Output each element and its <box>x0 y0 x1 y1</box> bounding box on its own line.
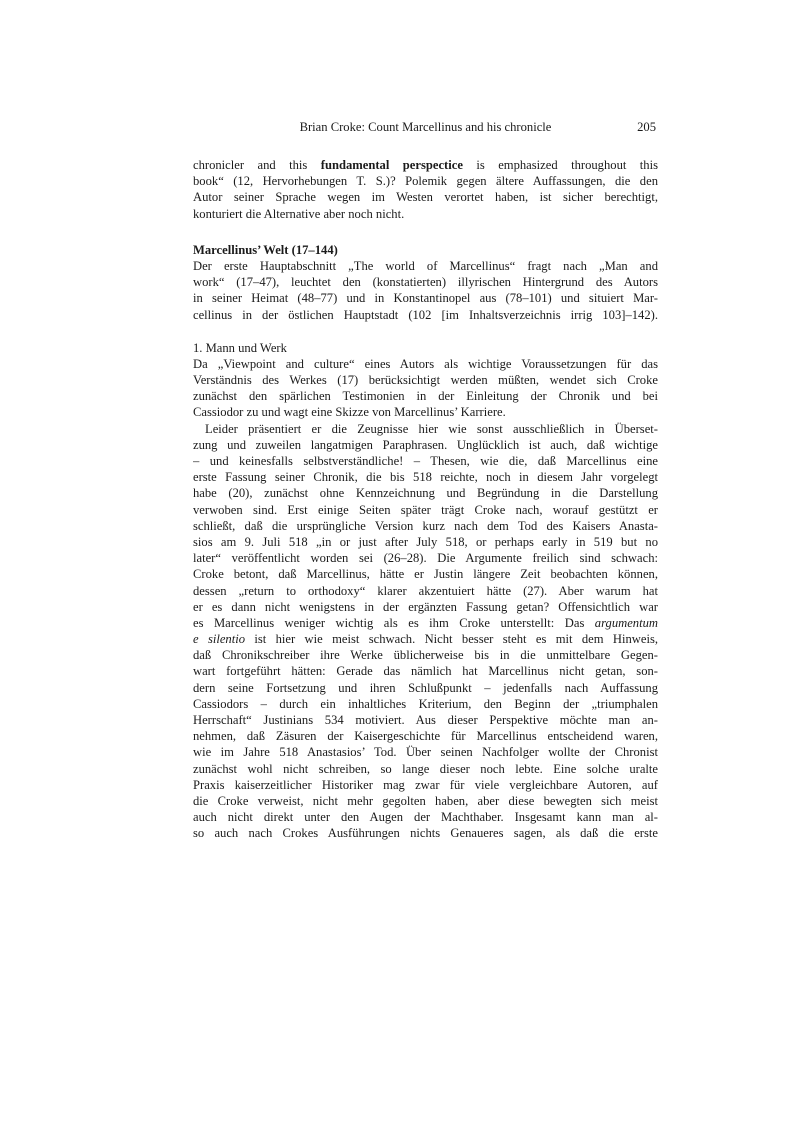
text-line: book“ (12, Hervorhebungen T. S.)? Polemik gegen ältere Auffassungen, die den <box>193 174 658 189</box>
text-line: Praxis kaiserzeitlicher Historiker mag zwar für viele vergleichbare Autoren, auf <box>193 777 658 792</box>
subsection-heading: 1. Mann und Werk <box>193 340 287 355</box>
text-block <box>193 119 658 842</box>
text-line: Cassiodors – durch ein inhaltliches Kriterium, den Beginn der „triumphalen <box>193 696 658 711</box>
paragraph <box>193 258 658 323</box>
text-line: sios am 9. Juli 518 „in or just after July 518, or perhaps early in 519 but no <box>193 534 658 549</box>
text-line: work“ (17–47), leuchtet den (konstatierten) illyrischen Hintergrund des Autors <box>193 275 658 290</box>
section-heading: Marcellinus’ Welt (17–144) <box>193 242 338 257</box>
text-line: daß Chronikschreiber ihre Werke üblicherweise bis in die unmittelbare Gegen- <box>193 648 658 663</box>
text-line: Leider präsentiert er die Zeugnisse hier wie sonst ausschließlich in Überset- <box>205 421 658 436</box>
text-line: in seiner Heimat (48–77) und in Konstantinopel aus (78–101) und situiert Mar- <box>193 291 658 306</box>
text-line: erste Fassung seiner Chronik, die bis 518 reichte, noch in diesem Jahr vorgelegt <box>193 470 658 485</box>
text-line: chronicler and this fundamental perspectice is emphasized throughout this <box>193 158 658 172</box>
paragraph <box>193 421 658 842</box>
text-line: Herrschaft“ Justinians 534 motiviert. Aus dieser Perspektive möchte man an- <box>193 713 658 727</box>
running-header-title: Brian Croke: Count Marcellinus and his chronicle <box>299 120 552 134</box>
text-line: dern seine Fortsetzung und ihren Schlußpunkt – jedenfalls nach Auffassung <box>193 680 658 695</box>
text-line: wie im Jahre 518 Anastasios’ Tod. Über seinen Nachfolger wollte der Chronist <box>193 745 658 760</box>
text-line: wart fortgeführt hätten: Gerade das nämlich hat Marcellinus nicht getan, son- <box>193 664 658 679</box>
text-line: Autor seiner Sprache wegen im Westen verortet haben, ist sicher berechtigt, <box>193 190 658 205</box>
text-line: zunächst den spärlichen Testimonien in der Einleitung der Chronik und bei <box>193 389 658 404</box>
text-line: er es dann nicht wenigstens in der ergänzten Fassung getan? Offensichtlich war <box>193 599 658 614</box>
text-line: e silentio ist hier wie meist schwach. Nicht besser steht es mit dem Hinweis, <box>193 632 658 647</box>
text-line: so auch nach Crokes Ausführungen nichts Genaueres sagen, als daß die erste <box>193 826 658 841</box>
text-line: die Croke verweist, nicht mehr gegolten haben, aber diese bewegten sich meist <box>193 793 658 808</box>
text-line: Cassiodor zu und wagt eine Skizze von Marcellinus’ Karriere. <box>193 405 506 420</box>
text-line: auch nicht direkt unter den Augen der Machthaber. Insgesamt kann man al- <box>193 810 658 825</box>
text-line: nehmen, daß Zäsuren der Kaisergeschichte für Marcellinus entscheidend waren, <box>193 729 658 744</box>
text-line: Da „Viewpoint and culture“ eines Autors als wichtige Voraussetzungen für das <box>193 356 658 371</box>
text-line: es Marcellinus weniger wichtig als es ihm Croke unterstellt: Das argumentum <box>193 615 658 630</box>
text-line: – und keinesfalls selbstverständliche! – Thesen, wie die, daß Marcellinus eine <box>193 454 658 468</box>
text-line: Croke betont, daß Marcellinus, hätte er Justin längere Zeit beobachten können, <box>193 567 658 582</box>
text-line: verwoben sind. Erst einige Seiten später trägt Croke nach, worauf gestützt er <box>193 502 658 517</box>
text-line: Verständnis des Werkes (17) berücksichtigt werden müßten, wendet sich Croke <box>193 373 658 388</box>
text-line: schließt, daß die ursprüngliche Version kurz nach dem Tod des Kaisers Anasta- <box>193 518 658 533</box>
page-number: 205 <box>637 120 656 134</box>
text-content <box>193 157 658 842</box>
text-line: later“ veröffentlicht worden sei (26–28). Die Argumente freilich sind schwach: <box>193 551 658 566</box>
paragraph <box>193 157 658 222</box>
text-line: zunächst wohl nicht schreiben, so lange dieser noch lebte. Eine solche uralte <box>193 761 658 776</box>
text-line: habe (20), zunächst ohne Kennzeichnung und Begründung in die Darstellung <box>193 486 658 501</box>
paragraph <box>193 356 658 421</box>
text-line: dessen „return to orthodoxy“ klarer akzentuiert hätte (27). Aber warum hat <box>193 583 658 598</box>
text-line: Der erste Hauptabschnitt „The world of Marcellinus“ fragt nach „Man and <box>193 258 658 273</box>
running-header <box>193 119 658 135</box>
text-line: zung und zuweilen langatmigen Paraphrasen. Unglücklich ist auch, daß wichtige <box>193 437 658 452</box>
text-line: cellinus in der östlichen Hauptstadt (102 [im Inhaltsverzeichnis irrig 103]–142). <box>193 307 658 322</box>
text-line: konturiert die Alternative aber noch nicht. <box>193 206 405 221</box>
